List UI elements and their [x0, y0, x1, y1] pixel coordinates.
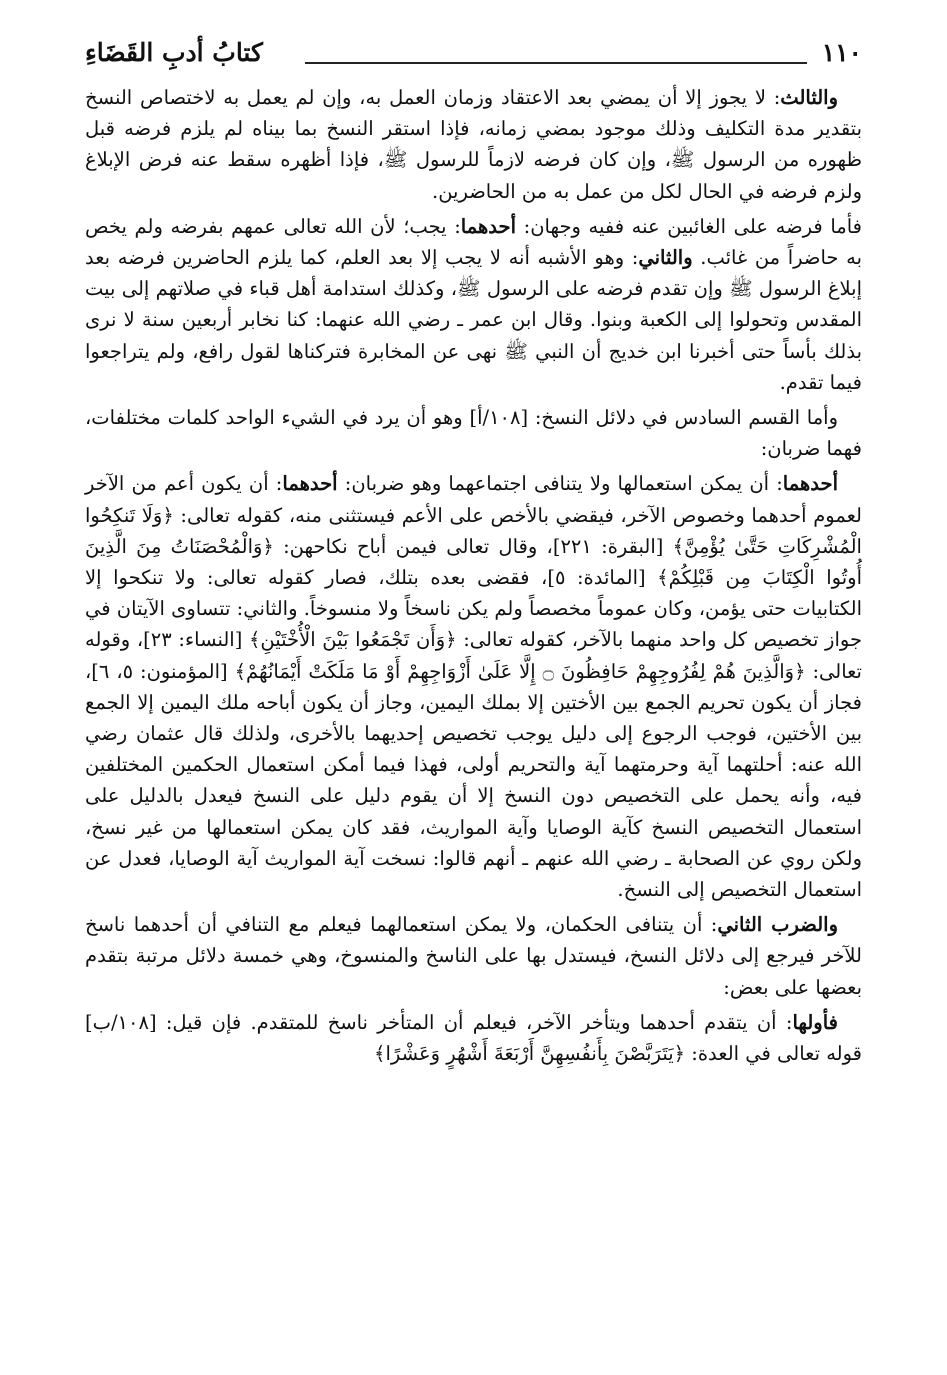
paragraph-2	[85, 211, 862, 398]
paragraph-3	[85, 402, 862, 464]
paragraph-mid: : يجب؛ لأن الله تعالى عمهم بفرضه ولم يخص به حاضراً من غائب.	[85, 214, 862, 270]
book-title: كتابُ أدبِ القَضَاءِ	[85, 38, 263, 67]
paragraph-lead: أحدهما	[782, 472, 839, 496]
page-body	[85, 82, 862, 1073]
paragraph-5	[85, 909, 862, 1003]
paragraph-lead-2: أحدهما	[282, 472, 338, 496]
paragraph-lead: فأولها	[792, 1010, 838, 1034]
paragraph-lead: والضرب الثاني	[717, 913, 838, 937]
paragraph-text: : أن يتنافى الحكمان، ولا يمكن استعمالهما فيعلم مع التنافي أن أحدهما ناسخ للآخر فيرجع إلى دلائل النسخ، فيستدل بها على الناسخ والمنسوخ، وهي خمسة دلائل مرتبة بتقدم بعضها على بعض:	[85, 913, 862, 999]
paragraph-mid: : أن يمكن استعمالها ولا يتنافى اجتماعهما وهو ضربان:	[337, 472, 783, 496]
paragraph-4	[85, 468, 862, 905]
paragraph-text: : أن يكون أعم من الآخر لعموم أحدهما وخصوص الآخر، فيقضي بالأخص على الأعم فيستثنى منه، كقوله تعالى: ﴿وَلَا تَنكِحُوا الْمُشْرِكَاتِ حَتَّىٰ يُؤْمِنَّ﴾ [البقرة: ٢٢١]، وقال تعالى فيمن أباح نكاحهن: ﴿وَالْمُحْصَنَاتُ مِنَ الَّذِينَ أُوتُوا الْكِتَابَ مِن قَبْلِكُمْ﴾ [المائدة: ٥]، فقضى بعده بتلك، فصار كقوله تعالى: ولا تنكحوا إلا الكتابيات حتى يؤمن، وكان عموماً مخصصاً ولم يكن ناسخاً ولا منسوخاً. والثاني: تتساوى الآيتان في جواز تخصيص كل واحد منهما بالآخر، كقوله تعالى: ﴿وَأَن تَجْمَعُوا بَيْنَ الْأُخْتَيْنِ﴾ [النساء: ٢٣]، وقوله تعالى: ﴿وَالَّذِينَ هُمْ لِفُرُوجِهِمْ حَافِظُونَ ۝ إِلَّا عَلَىٰ أَزْوَاجِهِمْ أَوْ مَا مَلَكَتْ أَيْمَانُهُمْ﴾ [المؤمنون: ٥، ٦]، فجاز أن يكون تحريم الجمع بين الأختين إلا بملك اليمين، وجاز أن يكون أباحه ملك اليمين إلا الجمع بين الأختين، فوجب الرجوع إلى دليل يوجب تخصيص إحديهما بالأخرى، ولذلك قال عثمان رضي الله عنه: أحلتهما آية وحرمتهما آية والتحريم أولى، فهذا فيما أمكن استعمال الحكمين المختلفين فيه، وأنه يحمل على التخصيص دون النسخ إلا أن يقوم دليل على النسخ فيعدل بالدليل على استعمال التخصيص النسخ كآية الوصايا وآية المواريث، فقد كان يمكن استعمالها من غير نسخ، ولكن روي عن الصحابة ـ رضي الله عنهم ـ أنهم قالوا: نسخت آية المواريث آية الوصايا، فعدل عن استعمال التخصيص إلى النسخ.	[85, 472, 862, 902]
paragraph-lead-2: والثاني	[638, 246, 693, 270]
paragraph-pre: فأما فرضه على الغائبين عنه ففيه وجهان:	[516, 214, 862, 238]
page-number: ١١٠	[821, 38, 862, 67]
paragraph-text: وأما القسم السادس في دلائل النسخ: [١٠٨/أ] وهو أن يرد في الشيء الواحد كلمات مختلفات، فهما ضربان:	[85, 406, 862, 461]
paragraph-lead: أحدهما	[460, 214, 516, 238]
page-header	[85, 36, 862, 76]
paragraph-1	[85, 82, 862, 207]
header-rule	[305, 62, 807, 64]
paragraph-lead: والثالث	[780, 86, 838, 109]
paragraph-6	[85, 1007, 862, 1069]
paragraph-text: : لا يجوز إلا أن يمضي بعد الاعتقاد وزمان العمل به، وإن لم يعمل به لاختصاص النسخ بتقدير مدة التكليف وذلك موجود بمضي زمانه، فإذا استقر النسخ بما بيناه لم يلزم فرضه قبل ظهوره من الرسول ﷺ، وإن كان فرضه لازماً للرسول ﷺ، فإذا أظهره سقط عنه فرض الإبلاغ ولزم فرضه في الحال لكل من عمل به من الحاضرين.	[85, 86, 862, 203]
paragraph-text: : أن يتقدم أحدهما ويتأخر الآخر، فيعلم أن المتأخر ناسخ للمتقدم. فإن قيل: [١٠٨/ب] قوله تعالى في العدة: ﴿يَتَرَبَّصْنَ بِأَنفُسِهِنَّ أَرْبَعَةَ أَشْهُرٍ وَعَشْرًا﴾	[85, 1010, 862, 1066]
paragraph-text: : وهو الأشبه أنه لا يجب إلا بعد العلم، كما يلزم الحاضرين فرضه بعد إبلاغ الرسول ﷺ وإن تقدم فرضه على الرسول ﷺ، وكذلك استدامة أهل قباء في صلاتهم إلى بيت المقدس وتحولوا إلى الكعبة وبنوا. وقال ابن عمر ـ رضي الله عنهما: كنا نخابر أربعين سنة لا نرى بذلك بأساً حتى أخبرنا ابن خديج أن النبي ﷺ نهى عن المخابرة فتركناها لقول رافع، ولم يتراجعوا فيما تقدم.	[85, 246, 862, 394]
